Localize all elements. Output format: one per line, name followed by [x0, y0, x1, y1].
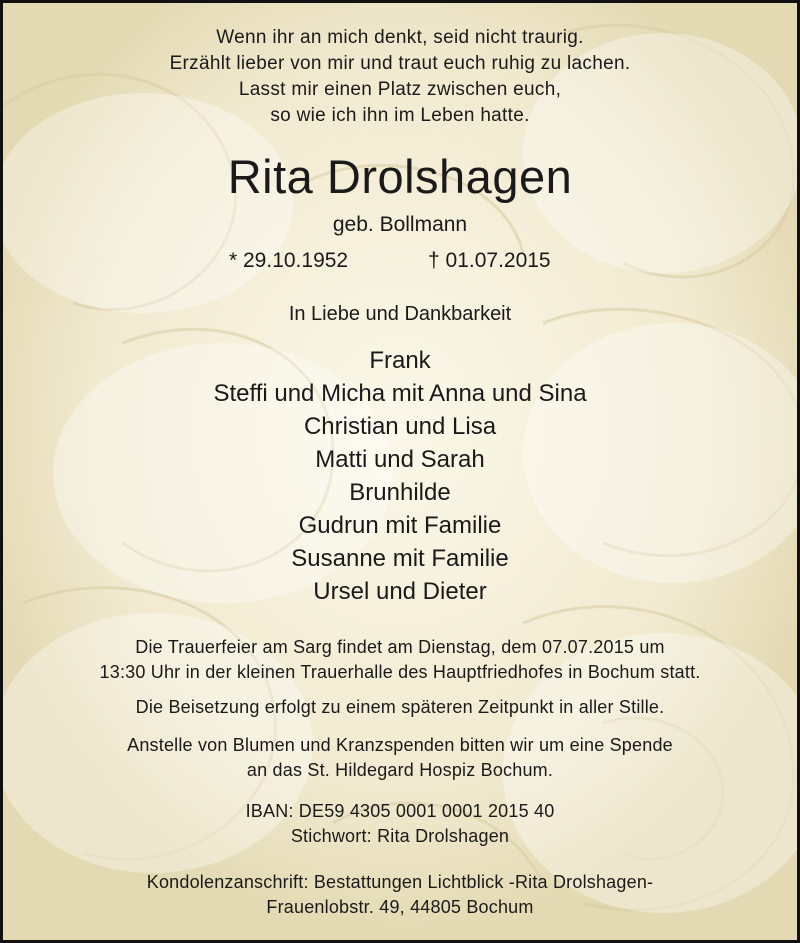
mourner-1: Frank	[369, 347, 431, 374]
mourner-2: Steffi und Micha mit Anna und Sina	[213, 380, 587, 407]
poem-line-4: so wie ich ihn im Leben hatte.	[270, 105, 530, 126]
deceased-name: Rita Drolshagen	[227, 150, 573, 203]
poem-line-1: Wenn ihr an mich denkt, seid nicht traurig.	[216, 27, 584, 48]
mourner-4: Matti und Sarah	[315, 446, 485, 473]
mourner-6: Gudrun mit Familie	[298, 512, 502, 539]
funeral-info-line-1: Die Trauerfeier am Sarg findet am Dienstag, dem 07.07.2015 um	[135, 637, 665, 657]
poem-line-3: Lasst mir einen Platz zwischen euch,	[238, 79, 562, 100]
birth-date: * 29.10.1952	[229, 249, 349, 272]
iban: IBAN: DE59 4305 0001 0001 2015 40	[245, 801, 555, 821]
donation-info-line-1: Anstelle von Blumen und Kranzspenden bitten wir um eine Spende	[127, 735, 673, 755]
maiden-name: geb. Bollmann	[332, 213, 468, 236]
mourner-8: Ursel und Dieter	[313, 578, 487, 605]
death-date: † 01.07.2015	[428, 249, 551, 272]
mourner-5: Brunhilde	[349, 479, 451, 506]
mourner-3: Christian und Lisa	[303, 413, 497, 440]
burial-info: Die Beisetzung erfolgt zu einem späteren Zeitpunkt in aller Stille.	[135, 697, 665, 717]
dedication: In Liebe und Dankbarkeit	[288, 303, 512, 325]
poem-line-2: Erzählt lieber von mir und traut euch ruhig zu lachen.	[169, 53, 631, 74]
condolence-address-line-1: Kondolenzanschrift: Bestattungen Lichtblick -Rita Drolshagen-	[146, 872, 654, 892]
donation-keyword: Stichwort: Rita Drolshagen	[290, 826, 510, 846]
funeral-info-line-2: 13:30 Uhr in der kleinen Trauerhalle des Hauptfriedhofes in Bochum statt.	[99, 662, 701, 682]
donation-info-line-2: an das St. Hildegard Hospiz Bochum.	[246, 760, 554, 780]
condolence-address-line-2: Frauenlobstr. 49, 44805 Bochum	[266, 897, 534, 917]
mourner-7: Susanne mit Familie	[291, 545, 509, 572]
